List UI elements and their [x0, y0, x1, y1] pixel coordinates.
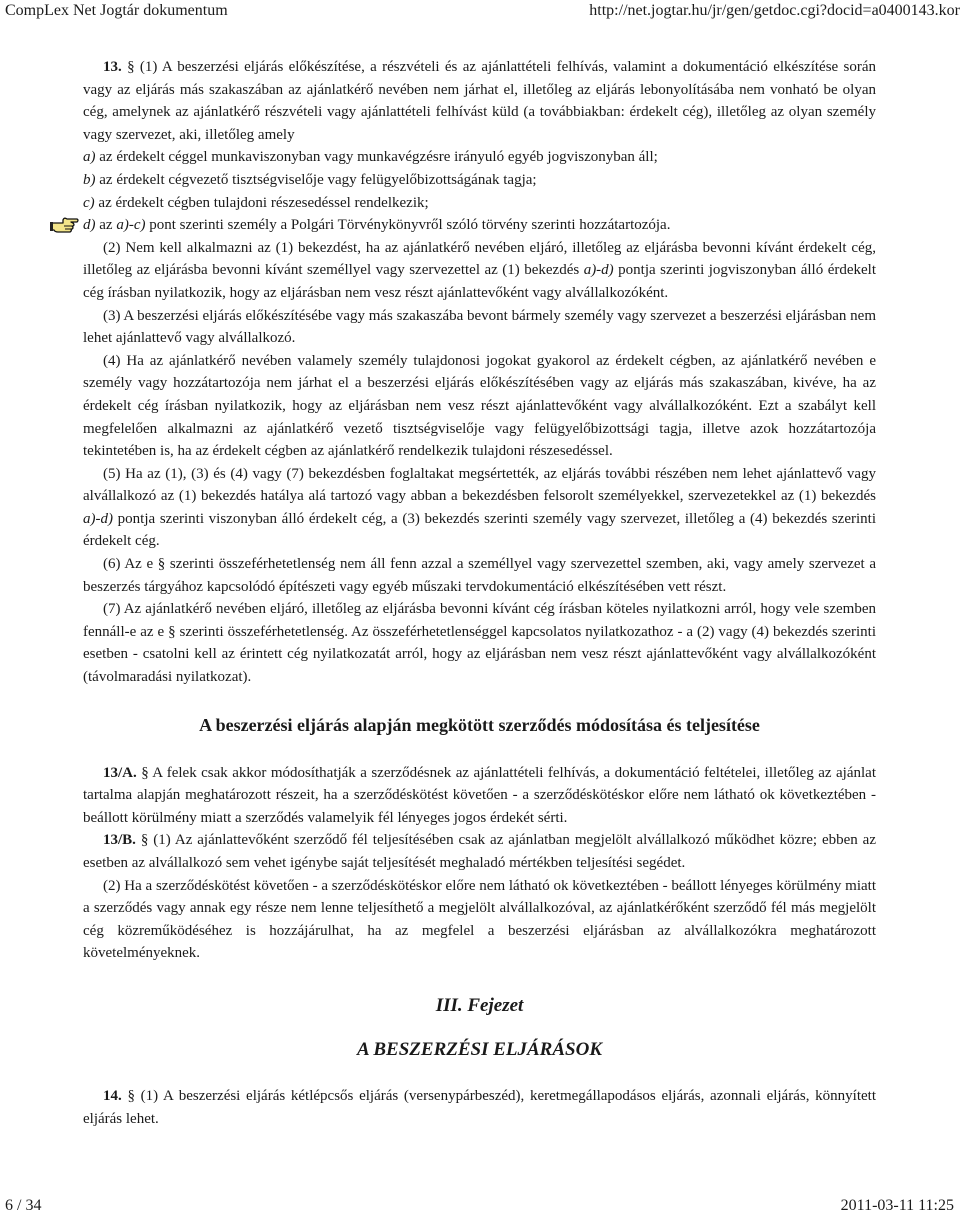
paragraph-13-4: (4) Ha az ajánlatkérő nevében valamely személy tulajdonosi jogokat gyakorol az érdekelt cégben, az ajánlatkérő nevében e személy vagy hozzátartozója nem járhat el a beszerzési eljárás előkészítésében vagy az eljárás más szakaszában, kivéve, ha az érdekelt cég írásban nyilatkozik, hogy az eljárásban nem vesz részt ajánlattevőként vagy alvállalkozóként. Ezt a szabályt kell megfelelően alkalmazni az ajánlatkérő vezető tisztségviselője vagy felügyelőbizottsági tagja, illetve azok hozzátartozója tekintetében is, ha az érdekelt cégben az ajánlatkérő rendelkezik tulajdoni részesedéssel.	[83, 352, 876, 460]
paragraph-text: (2) Nem kell alkalmazni az (1) bekezdést, ha az ajánlatkérő nevében eljáró, illetőleg az eljárásba bevonni kívánt érdekelt cég, illetőleg az eljárásba bevonni kívánt személlyel vagy szervezettel az (1) bekezdés	[83, 239, 876, 279]
point-reference: a)-d)	[583, 262, 614, 279]
pointing-hand-icon[interactable]	[50, 215, 80, 235]
section-number: 13/B.	[103, 832, 136, 849]
page-indicator: 6 / 34	[5, 1197, 42, 1214]
paragraph-13b-1	[83, 829, 876, 874]
document-url[interactable]: http://net.jogtar.hu/jr/gen/getdoc.cgi?docid=a0400143.kor	[589, 2, 960, 19]
document-title: CompLex Net Jogtár dokumentum	[5, 2, 228, 19]
list-item-text: pont szerinti személy a Polgári Törvénykönyvről szóló törvény szerinti hozzátartozója.	[145, 217, 671, 234]
list-item-a	[83, 146, 876, 169]
document-header	[0, 0, 960, 22]
paragraph-text: § (1) A beszerzési eljárás kétlépcsős eljárás (versenypárbeszéd), keretmegállapodásos eljárás, azonnali eljárás, könnyített eljárás lehet.	[83, 1087, 876, 1127]
point-reference: a)-d)	[83, 510, 113, 527]
list-item-text: az érdekelt céggel munkaviszonyban vagy munkavégzésre irányuló egyéb jogviszonyban áll;	[95, 149, 658, 166]
list-item-b	[83, 169, 876, 192]
paragraph-13b-2: (2) Ha a szerződéskötést követően - a szerződéskötéskor előre nem látható ok következtében - beállott lényeges körülmény miatt a szerződés vagy annak egy része nem lenne teljesíthető a megjelölt alvállalkozóval, az ajánlatkérőként szerződő fél más megjelölt cég közreműködéséhez is hozzájárulhat, ha az megfelel a beszerzési eljárásban az alvállalkozókra meghatározott követelményeknek.	[83, 877, 876, 962]
paragraph-text: § A felek csak akkor módosíthatják a szerződésnek az ajánlattételi felhívás, a dokumentáció feltételei, illetőleg az ajánlat tartalma alapján meghatározott részeit, ha a szerződéskötést követően - a szerződéskötéskor előre nem látható ok következtében - beállott körülmény miatt a szerződés valamelyik fél lényeges jogos érdekét sérti.	[83, 764, 876, 826]
list-item-d	[83, 214, 876, 237]
paragraph-13-1	[83, 56, 876, 146]
chapter-heading: III. Fejezet	[435, 994, 524, 1016]
paragraph-text: (5) Ha az (1), (3) és (4) vagy (7) bekezdésben foglaltakat megsértették, az eljárás további részében nem lehet ajánlattevő vagy alvállalkozó az (1) bekezdés hatálya alá tartozó vagy abban a bekezdésben felsorolt személyekkel, szervezetekkel az (1) bekezdés	[83, 465, 876, 505]
paragraph-13-3: (3) A beszerzési eljárás előkészítésébe vagy más szakaszába bevont bármely személy vagy szervezet a beszerzési eljárásban nem lehet ajánlattevő vagy alvállalkozó.	[83, 307, 876, 347]
list-marker: d)	[83, 217, 96, 234]
chapter-title: A BESZERZÉSI ELJÁRÁSOK	[357, 1038, 602, 1060]
paragraph-13a	[83, 762, 876, 830]
paragraph-text: pontja szerinti jogviszonyban álló érdekelt cég írásban nyilatkozik, hogy az eljárásban nem vesz részt ajánlattevőként vagy alvállalkozóként.	[83, 262, 876, 301]
document-footer	[0, 1196, 960, 1215]
paragraph-13-2	[83, 237, 876, 305]
section-number: 14.	[103, 1087, 122, 1104]
list-marker-ref: a)-c)	[116, 217, 146, 234]
section-number: 13.	[103, 59, 122, 75]
paragraph-13-6: (6) Az e § szerinti összeférhetetlenség nem áll fenn azzal a személlyel vagy szervezettel szemben, aki, vagy amely szervezet a beszerzés tárgyához kapcsolódó építészeti vagy egyéb műszaki tervdokumentáció elkészítésében vett részt.	[83, 556, 876, 595]
section-heading: A beszerzési eljárás alapján megkötött szerződés módosítása és teljesítése	[199, 714, 760, 735]
section-number: 13/A.	[103, 764, 137, 781]
paragraph-14-1	[83, 1085, 876, 1130]
paragraph-13-5	[83, 463, 876, 553]
document-body	[83, 56, 876, 1130]
paragraph-text: § (1) A beszerzési eljárás előkészítése, a részvételi és az ajánlattételi felhívás, valamint a dokumentáció elkészítése során vagy az eljárás más szakaszában az ajánlatkérő nevében nem járhat el, illetőleg az eljárás lebonyolításába nem vonható be olyan cég, amelynek az ajánlatkérő részvételi vagy ajánlattételi felhívást küld (a továbbiakban: érdekelt cég), illetőleg az olyan személy vagy szervezet, aki, illetőleg amely	[83, 59, 877, 143]
list-item-text: az érdekelt cégvezető tisztségviselője vagy felügyelőbizottságának tagja;	[95, 171, 537, 188]
list-item-c	[83, 192, 876, 215]
list-marker: b)	[83, 171, 96, 188]
list-marker: c)	[83, 194, 95, 211]
paragraph-text: pontja szerinti viszonyban álló érdekelt cég, a (3) bekezdés szerinti személy vagy szervezet, illetőleg a (4) bekezdés szerinti érdekelt cég.	[83, 510, 876, 550]
list-item-text: az	[95, 217, 117, 234]
paragraph-13-7: (7) Az ajánlatkérő nevében eljáró, illetőleg az eljárásba bevonni kívánt cég írásban köteles nyilatkozni arról, hogy vele szemben fennáll-e az e § szerinti összeférhetetlenség. Az összeférhetetlenséggel kapcsolatos nyilatkozathoz - a (2) vagy (4) bekezdés szerinti esetben - csatolni kell az érintett cég nyilatkozatát arról, hogy az eljárásban nem vesz részt ajánlattevőként vagy alvállalkozóként (távolmaradási nyilatkozat).	[83, 601, 876, 686]
list-item-text: az érdekelt cégben tulajdoni részesedéssel rendelkezik;	[94, 194, 429, 211]
print-timestamp: 2011-03-11 11:25	[840, 1197, 954, 1214]
list-marker: a)	[83, 149, 96, 166]
paragraph-text: § (1) Az ajánlattevőként szerződő fél teljesítésében csak az ajánlatban megjelölt alvállalkozó működhet közre; ebben az esetben az alvállalkozó sem vehet igénybe saját teljesítését meghaladó mértékben teljesítési segédet.	[83, 832, 876, 871]
